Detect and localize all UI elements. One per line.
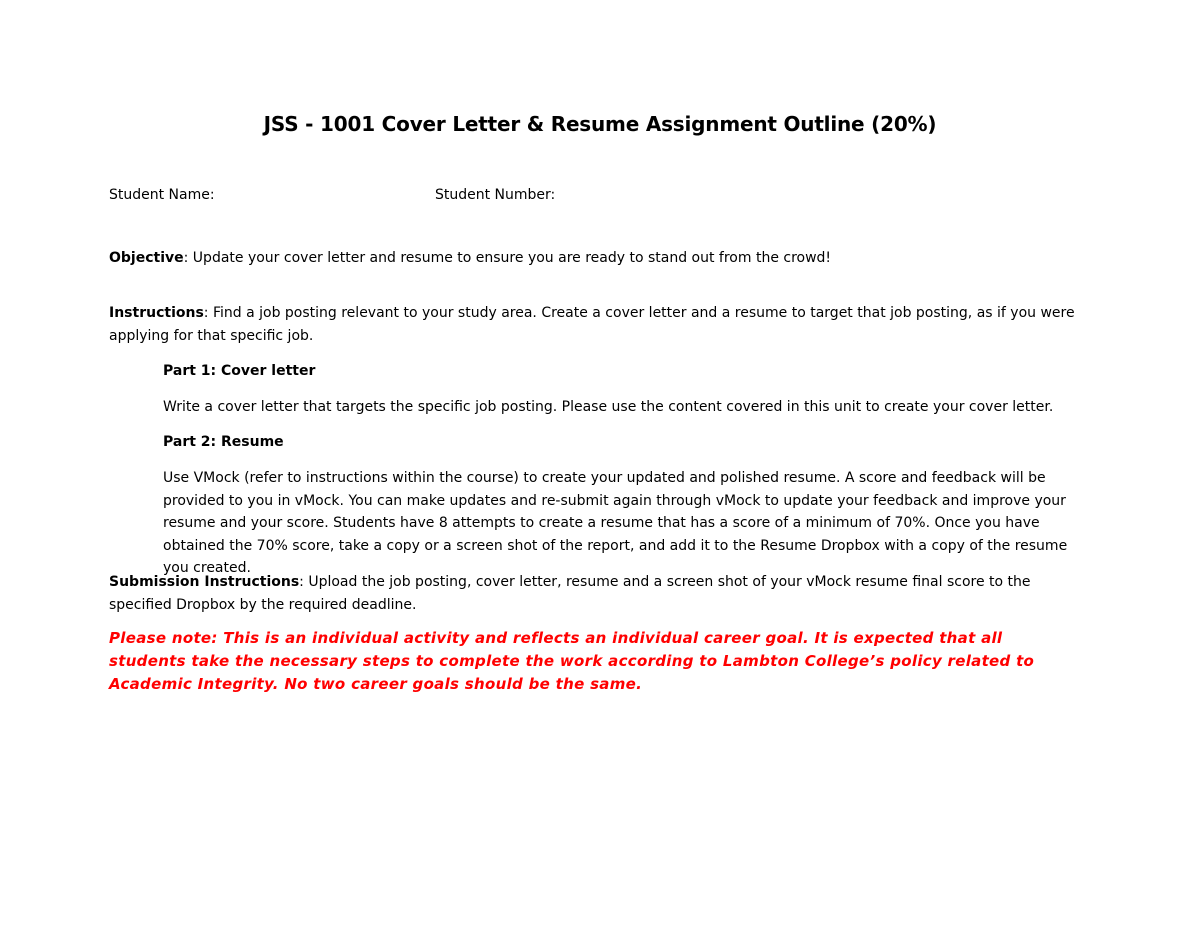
student-number-label: Student Number: [435,187,556,203]
instructions-paragraph [109,302,1094,347]
part1-text: Write a cover letter that targets the specific job posting. Please use the content covered in this unit to create your cover letter. [163,399,1054,415]
submission-label: Submission Instructions [109,574,300,590]
page-title: JSS - 1001 Cover Letter & Resume Assignment Outline (20%) [263,112,937,136]
submission-paragraph [109,571,1064,616]
part2-heading: Part 2: Resume [163,434,284,450]
instructions-label: Instructions [109,305,204,321]
submission-text: : Upload the job posting, cover letter, resume and a screen shot of your vMock resume final score to the specified Dropbox by the required deadline. [109,574,1031,613]
part2-text: Use VMock (refer to instructions within the course) to create your updated and polished resume. A score and feedback will be provided to you in vMock. You can make updates and re-submit again through vMock to update your feedback and improve your resume and your score. Students have 8 attempts to create a resume that has a score of a minimum of 70%. Once you have obtained the 70% score, take a copy or a screen shot of the report, and add it to the Resume Dropbox with a copy of the resume you created. [163,470,1068,576]
objective-label: Objective [109,250,184,266]
objective-text: : Update your cover letter and resume to ensure you are ready to stand out from the crowd! [183,250,832,266]
instructions-text: : Find a job posting relevant to your study area. Create a cover letter and a resume to target that job posting, as if you were applying for that specific job. [109,305,1075,344]
academic-integrity-note: Please note: This is an individual activity and reflects an individual career goal. It is expected that all students take the necessary steps to complete the work according to Lambton College’s policy related to Academic Integrity. No two career goals should be the same. [109,629,1035,693]
objective-paragraph [109,247,1094,270]
student-name-label: Student Name: [109,187,215,203]
part1-heading: Part 1: Cover letter [163,363,316,379]
student-info-row [109,187,556,203]
